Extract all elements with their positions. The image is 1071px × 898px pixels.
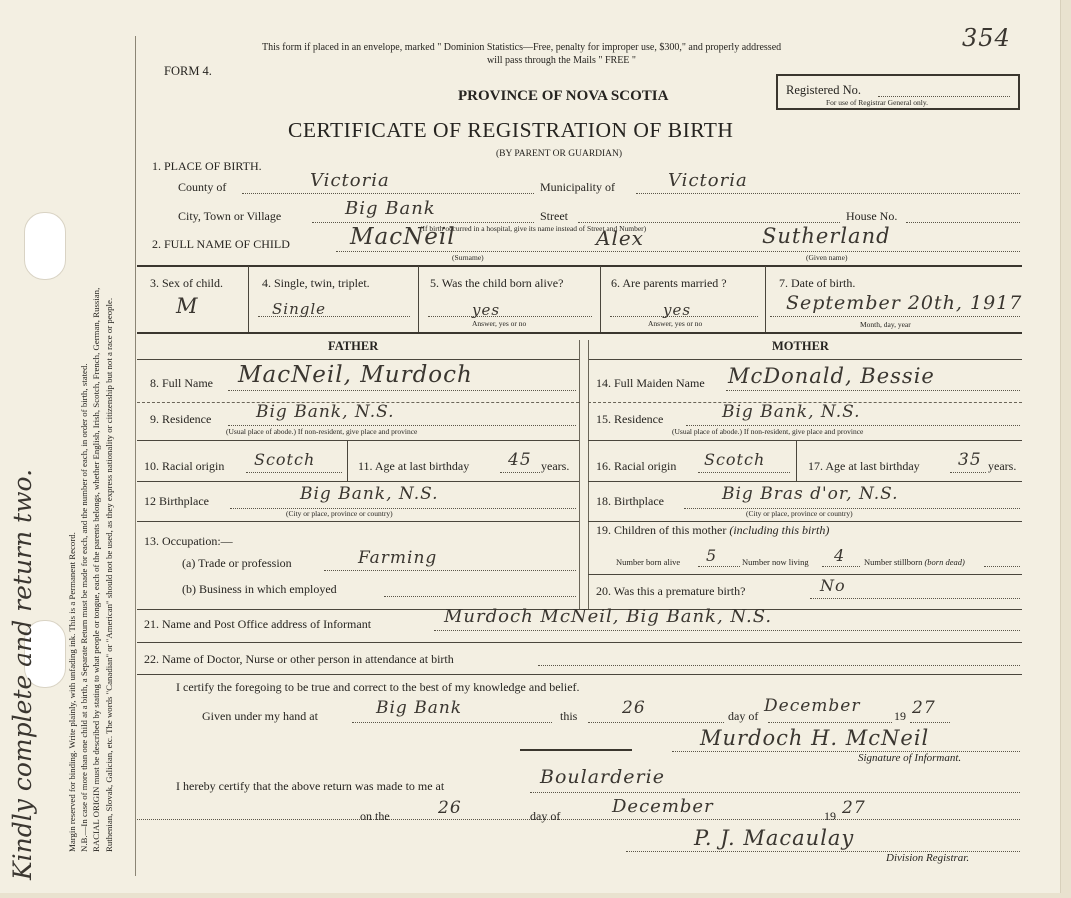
father-racial-label: 10. Racial origin (144, 459, 225, 473)
postal-note-line1: This form if placed in an envelope, marked " Dominion Statistics—Free, penalty for improper use, $300," and properly addressed (262, 42, 782, 53)
born-alive-note: Answer, yes or no (472, 319, 527, 328)
registered-number-box (776, 74, 1020, 110)
given-place-value: Big Bank (376, 698, 463, 718)
trade-value: Farming (358, 548, 438, 568)
married-value: yes (663, 301, 692, 319)
margin-instructions: Margin reserved for binding. Write plainly, with unfading ink. This is a Permanent Record. N.B.—In case of more than one child at a birth, a Separate Return must be made for each, and the number of each, in order of birth, stated. RACIAL ORIGIN must be described by stating to what people or tongue, each of the parents belongs, whether English, Irish, Scotch, French, German, Russian, Ruthenian, Slovak, Galician, etc. The words "Canadian" or "American" should not be used, as they express nationality or citizenship but not a race or people. (67, 287, 114, 852)
given-day-of-label: day of (728, 709, 759, 723)
premature-label: 20. Was this a premature birth? (596, 584, 746, 598)
now-living-count: 4 (834, 546, 846, 565)
informant-value: Murdoch McNeil, Big Bank, N.S. (444, 606, 773, 627)
children-label: 19. Children of this mother (including this birth) (596, 523, 830, 537)
municipality-value: Victoria (668, 170, 748, 191)
mother-heading: MOTHER (772, 339, 829, 353)
mother-residence-note: (Usual place of abode.) If non-resident, give place and province (672, 427, 864, 436)
father-heading: FATHER (328, 339, 379, 353)
born-alive-value: yes (472, 301, 501, 319)
mother-racial-value: Scotch (704, 450, 766, 469)
city-value: Big Bank (345, 198, 436, 219)
born-alive-count-label: Number born alive (616, 557, 681, 567)
punch-hole-top (24, 212, 66, 280)
mother-birthplace-label: 18. Birthplace (596, 494, 664, 508)
mother-name-value: McDonald, Bessie (728, 364, 935, 388)
child-middle-name: Sutherland (762, 224, 891, 248)
registrar-year-value: 27 (842, 798, 866, 818)
trade-label: (a) Trade or profession (182, 556, 292, 570)
certificate-title: CERTIFICATE OF REGISTRATION OF BIRTH (288, 118, 734, 142)
surname-note: (Surname) (452, 253, 484, 262)
occupation-label: 13. Occupation:— (144, 534, 233, 548)
sex-value: M (176, 294, 199, 318)
mother-name-label: 14. Full Maiden Name (596, 376, 705, 390)
province-title: PROVINCE OF NOVA SCOTIA (458, 88, 669, 104)
mother-age-value: 35 (958, 450, 982, 470)
married-label: 6. Are parents married ? (611, 276, 727, 290)
registrar-certification: I hereby certify that the above return was made to me at (176, 779, 445, 793)
given-this-label: this (560, 709, 578, 723)
father-racial-value: Scotch (254, 450, 316, 469)
house-label: House No. (846, 209, 898, 223)
father-age-value: 45 (508, 450, 532, 470)
postal-note-line2: will pass through the Mails " FREE " (487, 55, 636, 66)
doctor-label: 22. Name of Doctor, Nurse or other person in attendance at birth (144, 652, 454, 666)
father-residence-label: 9. Residence (150, 412, 212, 426)
mother-birthplace-value: Big Bras d'or, N.S. (722, 484, 899, 504)
registrar-month-value: December (612, 796, 714, 817)
plurality-value: Single (272, 300, 327, 318)
father-birthplace-label: 12 Birthplace (144, 494, 209, 508)
informant-certification: I certify the foregoing to be true and correct to the best of my knowledge and belief. (176, 680, 580, 694)
born-alive-count: 5 (706, 546, 718, 565)
father-age-label: 11. Age at last birthday (358, 459, 470, 473)
born-alive-label: 5. Was the child born alive? (430, 276, 564, 290)
dob-value: September 20th, 1917 (786, 292, 1023, 314)
given-month-value: December (764, 696, 861, 716)
business-label: (b) Business in which employed (182, 582, 337, 596)
registrar-place-value: Boularderie (540, 766, 665, 788)
mother-racial-label: 16. Racial origin (596, 459, 677, 473)
margin-rule (135, 36, 136, 876)
registered-label: Registered No. (786, 83, 861, 97)
given-name-note: (Given name) (806, 253, 848, 262)
dob-label: 7. Date of birth. (779, 276, 856, 290)
married-note: Answer, yes or no (648, 319, 703, 328)
child-given-name: Alex (596, 226, 644, 250)
informant-label: 21. Name and Post Office address of Informant (144, 617, 372, 631)
premature-value: No (820, 576, 846, 595)
father-residence-note: (Usual place of abode.) If non-resident, give place and province (226, 427, 418, 436)
street-note: (If birth occurred in a hospital, give its name instead of Street and Number) (420, 224, 647, 233)
page-number-mark: 354 (962, 24, 1011, 52)
father-birthplace-value: Big Bank, N.S. (300, 484, 439, 504)
form-number: FORM 4. (164, 64, 212, 78)
municipality-label: Municipality of (540, 180, 615, 194)
mother-age-label: 17. Age at last birthday (808, 459, 920, 473)
registered-note: For use of Registrar General only. (826, 98, 928, 107)
mother-residence-value: Big Bank, N.S. (722, 402, 861, 422)
registrar-signature-label: Division Registrar. (886, 852, 970, 864)
father-birthplace-note: (City or place, province or country) (286, 509, 393, 518)
informant-signature: Murdoch H. McNeil (700, 726, 930, 750)
registrar-year-prefix: 19 (824, 809, 836, 823)
sex-label: 3. Sex of child. (150, 276, 223, 290)
registrar-day-of-label: day of (530, 809, 561, 823)
given-under-label: Given under my hand at (202, 709, 318, 723)
now-living-label: Number now living (742, 557, 809, 567)
father-age-suffix: years. (541, 459, 570, 473)
stillborn-label: Number stillborn (born dead) (864, 557, 965, 567)
child-name-label: 2. FULL NAME OF CHILD (152, 237, 290, 251)
father-residence-value: Big Bank, N.S. (256, 402, 395, 422)
child-surname: MacNeil (350, 224, 456, 250)
given-year-prefix: 19 (894, 709, 906, 723)
given-day-value: 26 (622, 698, 646, 718)
registrar-signature: P. J. Macaulay (694, 826, 855, 850)
margin-handwritten-note: Kindly complete and return two. (8, 468, 37, 880)
registrar-day-value: 26 (438, 798, 462, 818)
mother-residence-label: 15. Residence (596, 412, 664, 426)
registrar-on-label: on the (360, 809, 390, 823)
county-value: Victoria (310, 170, 390, 191)
informant-signature-label: Signature of Informant. (858, 752, 962, 764)
mother-age-suffix: years. (988, 459, 1017, 473)
father-name-label: 8. Full Name (150, 376, 213, 390)
county-label: County of (178, 180, 227, 194)
city-label: City, Town or Village (178, 209, 282, 223)
dob-note: Month, day, year (860, 320, 911, 329)
certificate-subtitle: (BY PARENT OR GUARDIAN) (496, 149, 623, 159)
father-name-value: MacNeil, Murdoch (238, 362, 473, 388)
plurality-label: 4. Single, twin, triplet. (262, 276, 370, 290)
mother-birthplace-note: (City or place, province or country) (746, 509, 853, 518)
place-of-birth-label: 1. PLACE OF BIRTH. (152, 159, 262, 173)
given-year-value: 27 (912, 698, 936, 718)
street-label: Street (540, 209, 568, 223)
